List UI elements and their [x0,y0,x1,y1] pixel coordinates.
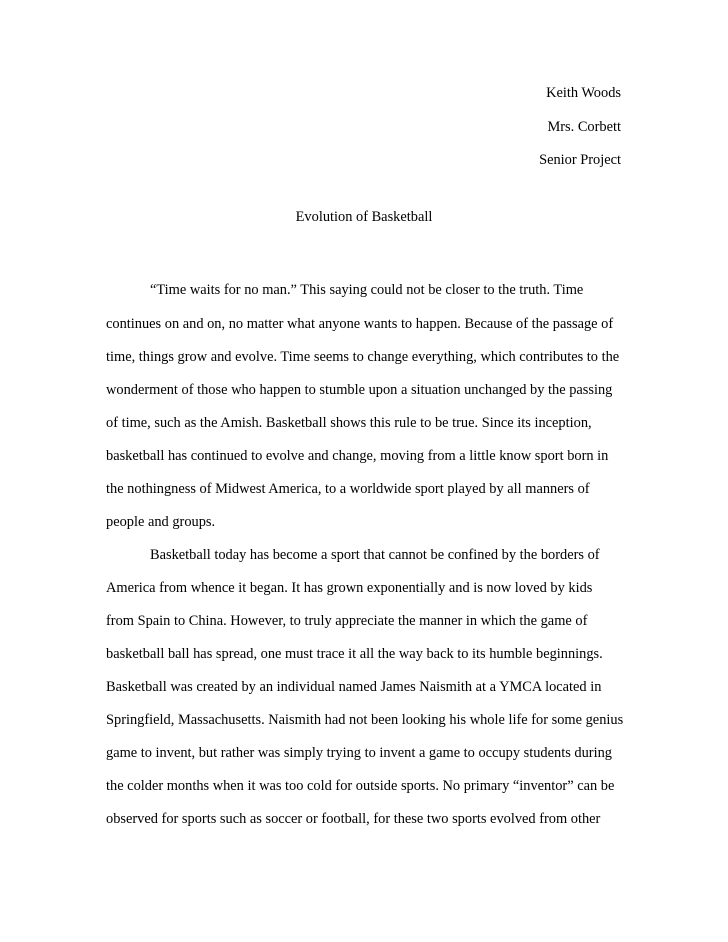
text-line: Basketball today has become a sport that cannot be confined by the borders of [150,547,600,563]
text-line: the nothingness of Midwest America, to a worldwide sport played by all manners of [106,481,590,497]
text-line: from Spain to China. However, to truly appreciate the manner in which the game of [106,613,588,629]
text-line: “Time waits for no man.” This saying could not be closer to the truth. Time [150,282,584,298]
text-line: game to invent, but rather was simply trying to invent a game to occupy students during [106,745,612,761]
text-line: basketball has continued to evolve and change, moving from a little know sport born in [106,448,609,464]
text-line: continues on and on, no matter what anyone wants to happen. Because of the passage of [106,316,614,332]
text-line: of time, such as the Amish. Basketball shows this rule to be true. Since its inception, [106,415,592,431]
text-line: time, things grow and evolve. Time seems to change everything, which contributes to the [106,349,620,365]
course-name: Senior Project [539,152,621,168]
text-line: observed for sports such as soccer or football, for these two sports evolved from other [106,811,601,827]
text-line: wonderment of those who happen to stumble upon a situation unchanged by the passing [106,382,613,398]
author-name: Keith Woods [546,85,621,101]
text-line: the colder months when it was too cold for outside sports. No primary “inventor” can be [106,778,615,794]
text-line: basketball ball has spread, one must trace it all the way back to its humble beginnings. [106,646,603,662]
teacher-name: Mrs. Corbett [547,119,621,135]
text-line: Springfield, Massachusetts. Naismith had not been looking his whole life for some genius [106,712,624,728]
text-line: Basketball was created by an individual named James Naismith at a YMCA located in [106,679,602,695]
text-line: America from whence it began. It has grown exponentially and is now loved by kids [106,580,593,596]
essay-title: Evolution of Basketball [295,209,433,225]
text-line: people and groups. [106,514,216,530]
